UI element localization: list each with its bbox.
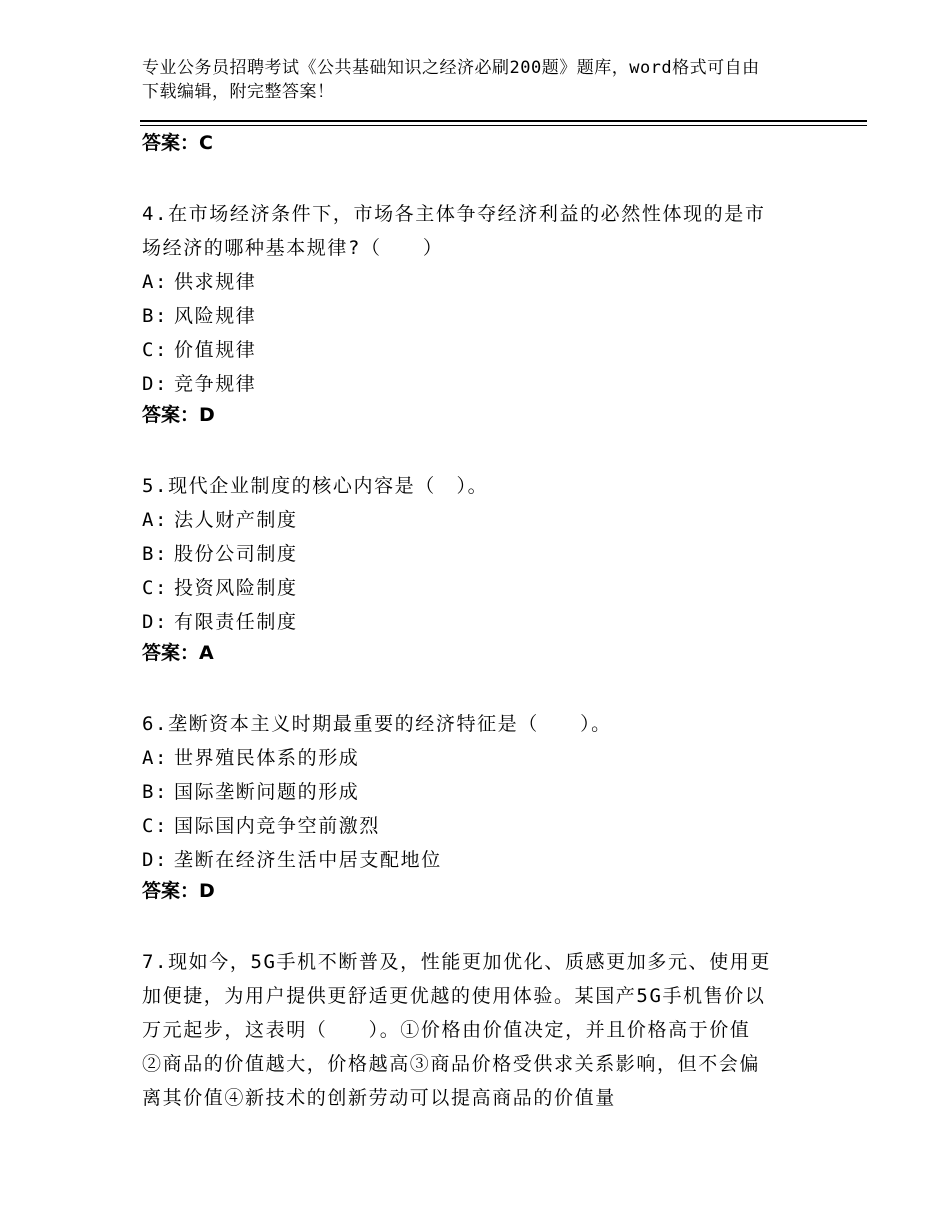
- option-c: [142, 809, 822, 843]
- option-text: 股份公司制度: [174, 543, 298, 565]
- question-text-line: 4.在市场经济条件下，市场各主体争夺经济利益的必然性体现的是市: [142, 203, 766, 225]
- question-text: [142, 469, 822, 503]
- question-4: [142, 197, 822, 429]
- option-label: B:: [142, 305, 169, 327]
- option-b: [142, 537, 822, 571]
- option-label: C:: [142, 577, 169, 599]
- option-text: 国际垄断问题的形成: [174, 781, 360, 803]
- question-text: [142, 945, 822, 1115]
- option-text: 垄断在经济生活中居支配地位: [174, 849, 442, 871]
- answer: 答案：D: [142, 880, 215, 902]
- question-text-line: 6.垄断资本主义时期最重要的经济特征是（ ）。: [142, 713, 612, 735]
- option-text: 有限责任制度: [174, 611, 298, 633]
- option-d: [142, 843, 822, 877]
- option-text: 竞争规律: [174, 373, 257, 395]
- option-text: 价值规律: [174, 339, 257, 361]
- option-label: D:: [142, 611, 169, 633]
- option-label: D:: [142, 849, 169, 871]
- option-label: A:: [142, 509, 169, 531]
- option-label: A:: [142, 747, 169, 769]
- question-text-line: ②商品的价值越大，价格越高③商品价格受供求关系影响，但不会偏: [142, 1053, 761, 1075]
- option-a: [142, 503, 822, 537]
- question-6: [142, 707, 822, 905]
- document-header: [142, 56, 822, 104]
- option-label: A:: [142, 271, 169, 293]
- answer: 答案：D: [142, 404, 215, 426]
- option-c: [142, 571, 822, 605]
- question-text-line: 场经济的哪种基本规律?（ ）: [142, 237, 444, 259]
- option-text: 供求规律: [174, 271, 257, 293]
- question-text-line: 离其价值④新技术的创新劳动可以提高商品的价值量: [142, 1087, 616, 1109]
- question-list: [142, 129, 822, 1115]
- header-line-2: 下载编辑，附完整答案！: [142, 82, 335, 102]
- option-label: B:: [142, 543, 169, 565]
- answer: 答案：A: [142, 642, 214, 664]
- option-b: [142, 299, 822, 333]
- option-a: [142, 265, 822, 299]
- option-text: 风险规律: [174, 305, 257, 327]
- option-text: 投资风险制度: [174, 577, 298, 599]
- question-text: [142, 197, 822, 265]
- option-label: B:: [142, 781, 169, 803]
- question-7: [142, 945, 822, 1115]
- answer-previous-question: 答案：C: [142, 132, 213, 154]
- header-divider-thick: [140, 120, 867, 122]
- option-a: [142, 741, 822, 775]
- header-line-1: 专业公务员招聘考试《公共基础知识之经济必刷200题》题库，word格式可自由: [142, 58, 760, 78]
- option-text: 世界殖民体系的形成: [174, 747, 360, 769]
- option-label: D:: [142, 373, 169, 395]
- question-5: [142, 469, 822, 667]
- option-d: [142, 605, 822, 639]
- option-label: C:: [142, 815, 169, 837]
- option-b: [142, 775, 822, 809]
- question-text-line: 万元起步，这表明（ ）。①价格由价值决定，并且价格高于价值: [142, 1019, 751, 1041]
- question-text-line: 5.现代企业制度的核心内容是（ ）。: [142, 475, 489, 497]
- option-d: [142, 367, 822, 401]
- question-text: [142, 707, 822, 741]
- question-text-line: 7.现如今，5G手机不断普及，性能更加优化、质感更加多元、使用更: [142, 951, 771, 973]
- option-text: 法人财产制度: [174, 509, 298, 531]
- option-text: 国际国内竞争空前激烈: [174, 815, 381, 837]
- option-c: [142, 333, 822, 367]
- option-label: C:: [142, 339, 169, 361]
- question-text-line: 加便捷，为用户提供更舒适更优越的使用体验。某国产5G手机售价以: [142, 985, 766, 1007]
- header-divider-thin: [140, 125, 867, 126]
